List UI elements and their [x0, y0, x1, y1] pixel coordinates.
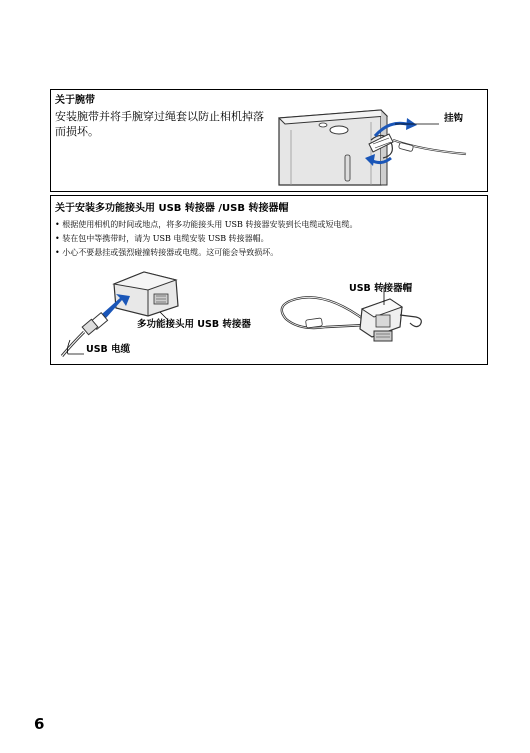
hook-label: 挂钩 — [444, 113, 464, 124]
bullet-item: • 小心不要悬挂或强烈碰撞转接器或电缆。这可能会导致损坏。 — [55, 246, 357, 260]
page-number: 6 — [34, 715, 45, 733]
strap-section-text: 安装腕带并将手腕穿过绳套以防止相机掉落而损坏。 — [55, 110, 264, 138]
usb-cable-label: USB 电缆 — [86, 344, 131, 355]
camera-strap-illustration — [271, 100, 471, 190]
usb-cap-label: USB 转接器帽 — [349, 283, 413, 294]
strap-section-title: 关于腕带 — [55, 95, 95, 106]
strap-info-box — [50, 89, 488, 192]
adaptor-label: 多功能接头用 USB 转接器 — [137, 319, 251, 330]
bullet-item: • 根据使用相机的时间或地点，将多功能接头用 USB 转接器安装到长电缆或短电缆。 — [55, 218, 357, 232]
adaptor-bullet-list — [55, 218, 357, 260]
adaptor-info-box — [50, 195, 488, 365]
bullet-item: • 装在包中等携带时，请为 USB 电缆安装 USB 转接器帽。 — [55, 232, 357, 246]
adaptor-section-title: 关于安装多功能接头用 USB 转接器 /USB 转接器帽 — [55, 203, 289, 214]
